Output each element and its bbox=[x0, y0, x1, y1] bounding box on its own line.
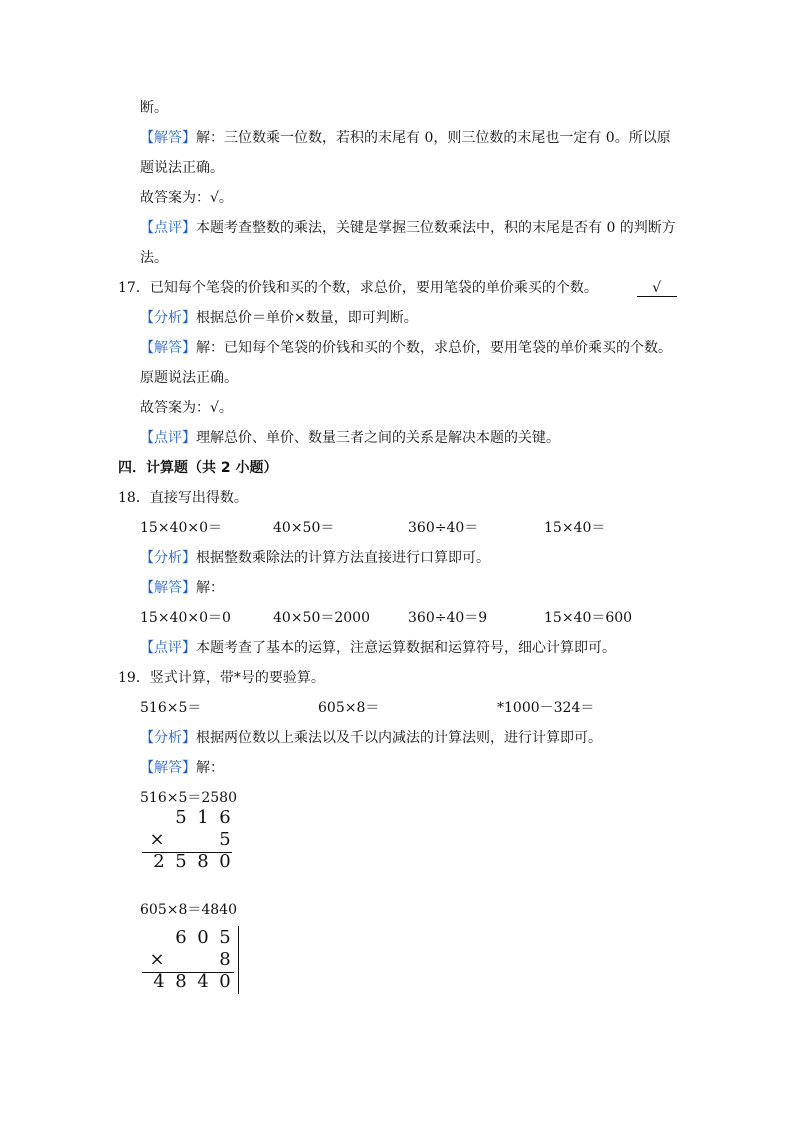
q17-stem-line bbox=[118, 278, 677, 298]
q17-final: 故答案为：√。 bbox=[140, 400, 233, 416]
q19-answer-line bbox=[140, 758, 224, 778]
answer-tag: 【解答】 bbox=[140, 580, 196, 596]
q18-problem-2: 40×50＝ bbox=[273, 520, 335, 536]
digit: 5 bbox=[219, 829, 231, 850]
q19-equation-1: 516×5＝2580 bbox=[140, 790, 237, 806]
q18-answer-4: 15×40＝600 bbox=[544, 610, 633, 626]
q17-stem: 17．已知每个笔袋的价钱和买的个数，求总价，要用笔袋的单价乘买的个数。 bbox=[118, 280, 598, 296]
multiply-sign: × bbox=[149, 949, 165, 970]
digit: 4 bbox=[197, 971, 209, 992]
vertical-multiplication-1 bbox=[142, 806, 242, 876]
q17-comment-line bbox=[140, 428, 560, 448]
q16-comment-line1 bbox=[140, 218, 676, 238]
q18-answer-1: 15×40×0＝0 bbox=[140, 610, 231, 626]
digit: 2 bbox=[153, 851, 165, 872]
analysis-tag: 【分析】 bbox=[140, 730, 196, 746]
q17-answer-blank: √ bbox=[637, 280, 677, 297]
digit: 8 bbox=[219, 949, 231, 970]
digit: 0 bbox=[197, 927, 209, 948]
digit: 6 bbox=[219, 807, 231, 828]
answer-tag: 【解答】 bbox=[140, 130, 196, 146]
q17-analysis-line bbox=[140, 308, 418, 328]
q16-final: 故答案为：√。 bbox=[140, 190, 233, 206]
q18-stem: 18．直接写出得数。 bbox=[118, 490, 248, 506]
q19-analysis-line bbox=[140, 728, 602, 748]
q18-comment-line bbox=[140, 638, 616, 658]
q18-answer-line bbox=[140, 578, 224, 598]
q17-answer-line2: 原题说法正确。 bbox=[140, 370, 238, 386]
answer-tag: 【解答】 bbox=[140, 340, 196, 356]
q17-answer-line1 bbox=[140, 338, 672, 358]
comment-tag: 【点评】 bbox=[140, 220, 196, 236]
q18-problem-3: 360÷40＝ bbox=[408, 520, 479, 536]
q18-answer-3: 360÷40＝9 bbox=[408, 610, 488, 626]
q17-analysis-text: 根据总价＝单价×数量，即可判断。 bbox=[196, 310, 418, 326]
q16-answer-line2: 题说法正确。 bbox=[140, 160, 224, 176]
q19-answer-label: 解： bbox=[196, 760, 224, 776]
q17-comment-text: 理解总价、单价、数量三者之间的关系是解决本题的关键。 bbox=[196, 430, 560, 446]
q16-answer-line1 bbox=[140, 128, 671, 148]
q19-stem: 19．竖式计算，带*号的要验算。 bbox=[118, 670, 325, 686]
q19-problem-1: 516×5＝ bbox=[140, 700, 202, 716]
vertical-multiplication-2 bbox=[142, 926, 252, 996]
q16-answer-text: 解：三位数乘一位数，若积的末尾有 0，则三位数的末尾也一定有 0。所以原 bbox=[196, 130, 671, 146]
answer-tag: 【解答】 bbox=[140, 760, 196, 776]
q18-answer-2: 40×50＝2000 bbox=[273, 610, 370, 626]
digit: 8 bbox=[175, 971, 187, 992]
q16-tail: 断。 bbox=[140, 100, 168, 116]
digit: 5 bbox=[175, 807, 187, 828]
q17-answer-text: 解：已知每个笔袋的价钱和买的个数，求总价，要用笔袋的单价乘买的个数。 bbox=[196, 340, 672, 356]
multiply-sign: × bbox=[149, 829, 165, 850]
digit: 5 bbox=[219, 927, 231, 948]
digit: 5 bbox=[175, 851, 187, 872]
digit: 0 bbox=[219, 971, 231, 992]
q19-problem-3: *1000－324＝ bbox=[497, 700, 595, 716]
q19-analysis-text: 根据两位数以上乘法以及千以内减法的计算法则，进行计算即可。 bbox=[196, 730, 602, 746]
edge-line bbox=[238, 926, 239, 994]
q19-problem-2: 605×8＝ bbox=[318, 700, 380, 716]
q18-problem-4: 15×40＝ bbox=[544, 520, 606, 536]
q18-analysis-line bbox=[140, 548, 490, 568]
comment-tag: 【点评】 bbox=[140, 430, 196, 446]
q16-comment-line2: 法。 bbox=[140, 250, 168, 266]
q18-answer-label: 解： bbox=[196, 580, 224, 596]
q16-comment-text: 本题考查整数的乘法，关键是掌握三位数乘法中，积的末尾是否有 0 的判断方 bbox=[196, 220, 676, 236]
analysis-tag: 【分析】 bbox=[140, 310, 196, 326]
digit: 8 bbox=[197, 851, 209, 872]
digit: 4 bbox=[153, 971, 165, 992]
section-title: 四．计算题（共 2 小题） bbox=[118, 460, 278, 476]
digit: 1 bbox=[197, 807, 209, 828]
q18-comment-text: 本题考查了基本的运算，注意运算数据和运算符号，细心计算即可。 bbox=[196, 640, 616, 656]
digit: 0 bbox=[219, 851, 231, 872]
q18-analysis-text: 根据整数乘除法的计算方法直接进行口算即可。 bbox=[196, 550, 490, 566]
digit: 6 bbox=[175, 927, 187, 948]
comment-tag: 【点评】 bbox=[140, 640, 196, 656]
q18-problem-1: 15×40×0＝ bbox=[140, 520, 222, 536]
analysis-tag: 【分析】 bbox=[140, 550, 196, 566]
q19-equation-2: 605×8＝4840 bbox=[140, 902, 237, 918]
